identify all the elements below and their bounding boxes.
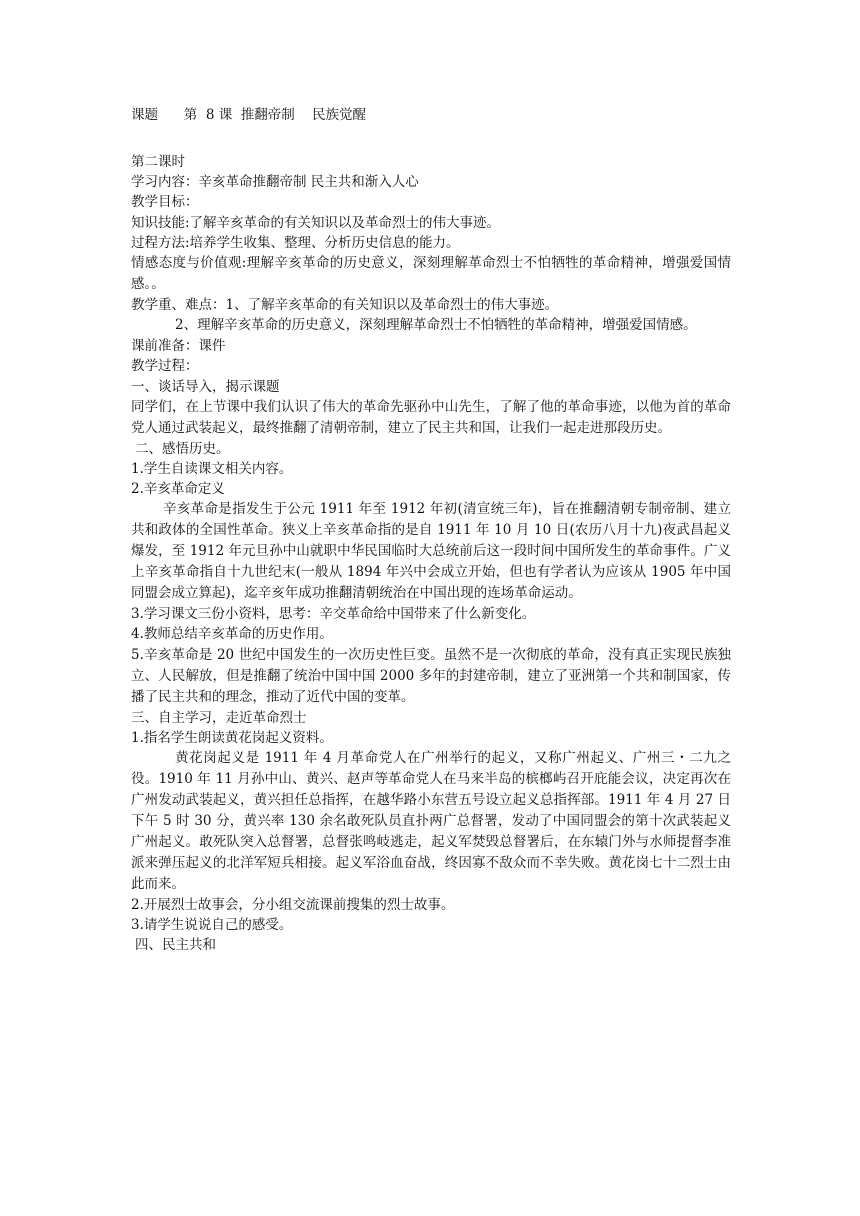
lesson-period: 第二课时 [131, 154, 185, 170]
section-2-item-1: 1.学生自读课文相关内容。 [131, 460, 293, 477]
section-4-title: 四、民主共和 [135, 937, 216, 954]
teaching-goals-heading: 教学目标： [131, 194, 199, 211]
section-3-item-3: 3.请学生说说自己的感受。 [131, 917, 293, 934]
section-3-item-2: 2.开展烈士故事会，分小组交流课前搜集的烈士故事。 [131, 897, 455, 913]
document-page [131, 104, 731, 956]
lesson-title: 课题 第 8 课 推翻帝制 民族觉醒 [131, 107, 366, 123]
section-2-title: 二、感悟历史。 [135, 440, 230, 457]
section-2-item-4: 4.教师总结辛亥革命的历史作用。 [131, 626, 333, 643]
key-point-2: 2、理解辛亥革命的历史意义，深刻理解革命烈士不怕牺牲的革命精神，增强爱国情感。 [175, 317, 697, 334]
goal-process: 过程方法:培养学生收集、整理、分析历史信息的能力。 [131, 234, 460, 251]
goal-emotion: 情感态度与价值观:理解辛亥革命的历史意义，深刻理解革命烈士不怕牺牲的革命精神，增强爱国情感。。 [131, 254, 731, 292]
goal-knowledge: 知识技能:了解辛亥革命的有关知识以及革命烈士的伟大事迹。 [131, 214, 501, 231]
section-2-item-2: 2.辛亥革命定义 [131, 481, 225, 498]
process-heading: 教学过程： [131, 358, 199, 375]
section-1-title: 一、谈话导入，揭示课题 [131, 378, 280, 395]
revolution-definition: 辛亥革命是指发生于公元 1911 年至 1912 年初(清宣统三年)，旨在推翻清朝专制帝制、建立共和政体的全国性革命。狭义上辛亥革命指的是自 1911 年 10 月 10 日(农历八月十九)夜武昌起义爆发，至 1912 年元旦孙中山就职中华民国临时大总统前后这一段时间中国所发生的革命事件。广义上辛亥革命指自十九世纪末(一般从 1894 年兴中会成立开始，但也有学者认为应该从 1905 年中国同盟会成立算起)，迄辛亥年成功推翻清朝统治在中国出现的连场革命运动。 [131, 501, 731, 602]
section-3-title: 三、自主学习，走近革命烈士 [131, 709, 307, 726]
preparation: 课前准备：课件 [131, 338, 226, 355]
section-1-text: 同学们，在上节课中我们认识了伟大的革命先驱孙中山先生，了解了他的革命事迹，以他为首的革命党人通过武装起义，最终推翻了清朝帝制，建立了民主共和国，让我们一起走进那段历史。 [131, 398, 731, 436]
section-2-item-3: 3.学习课文三份小资料，思考：辛交革命给中国带来了什么新变化。 [131, 606, 536, 623]
learning-content: 学习内容：辛亥革命推翻帝制 民主共和渐入人心 [131, 174, 419, 191]
section-3-item-1: 1.指名学生朗读黄花岗起义资料。 [131, 729, 333, 746]
section-2-item-5: 5.辛亥革命是 20 世纪中国发生的一次历史性巨变。虽然不是一次彻底的革命，没有真正实现民族独立、人民解放，但是推翻了统治中国中国 2000 多年的封建帝制，建立了亚洲第一个共和制国家，传播了民主共和的理念，推动了近代中国的变革。 [131, 646, 731, 705]
key-point-1: 教学重、难点：1、了解辛亥革命的有关知识以及革命烈士的伟大事迹。 [131, 296, 559, 313]
huanghuagang-text: 黄花岗起义是 1911 年 4 月革命党人在广州举行的起义，又称广州起义、广州三・二九之役。1910 年 11 月孙中山、黄兴、赵声等革命党人在马来半岛的槟榔屿召开庇能会议，决定再次在广州发动武装起义，黄兴担任总指挥，在越华路小东营五号设立起义总指挥部。1911 年 4 月 27 日下午 5 时 30 分，黄兴率 130 余名敢死队员直扑两广总督署，发动了中国同盟会的第十次武装起义广州起义。敢死队突入总督署，总督张鸣岐逃走，起义军焚毁总督署后，在东辕门外与水师提督李准派来弹压起义的北洋军短兵相接。起义军浴血奋战，终因寡不敌众而不幸失败。黄花岗七十二烈士由此而来。 [131, 750, 731, 892]
